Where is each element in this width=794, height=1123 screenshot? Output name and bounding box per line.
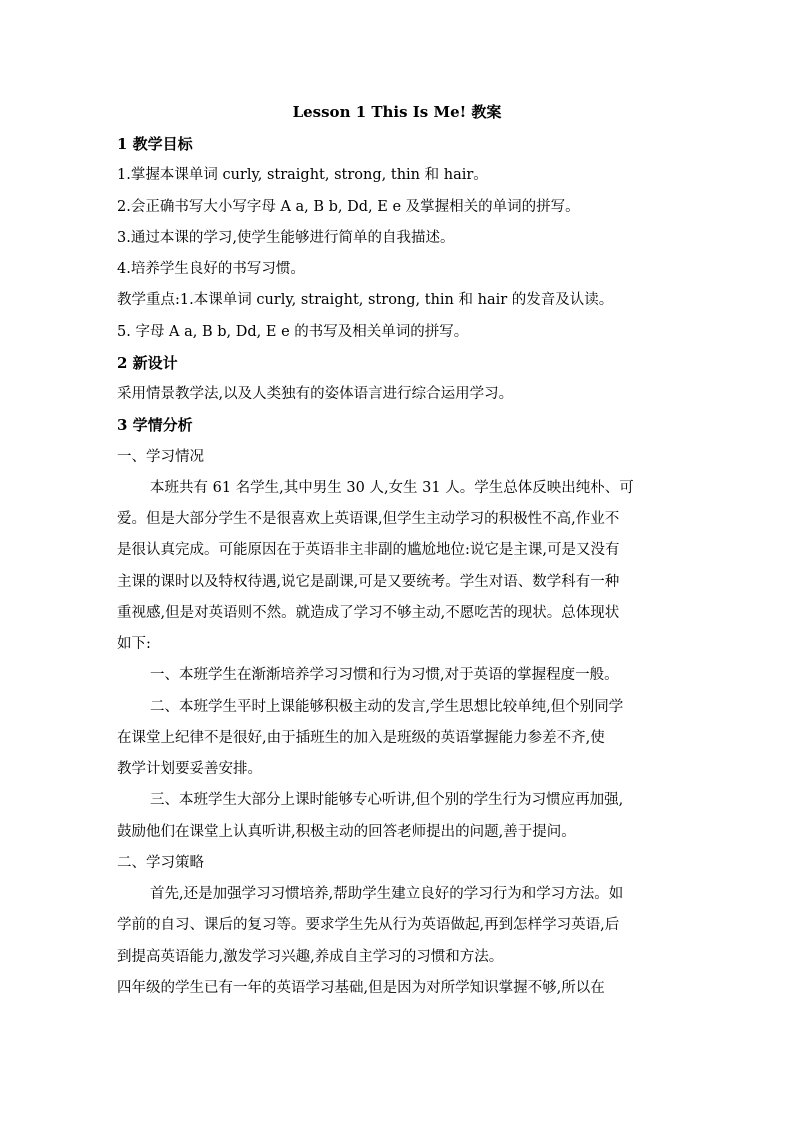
text-line: 三、本班学生大部分上课时能够专心听讲,但个别的学生行为习惯应再加强, [150,792,624,809]
text-line: 学前的自习、课后的复习等。要求学生先从行为英语做起,再到怎样学习英语,后 [117,917,620,934]
text-line: 四年级的学生已有一年的英语学习基础,但是因为对所学知识掌握不够,所以在 [117,979,605,996]
text-line: 如下: [117,636,151,652]
text-line: 教学重点:1.本课单词 curly, straight, strong, thin 和 hair 的发音及认读。 [117,292,614,309]
text-line: 爱。但是大部分学生不是很喜欢上英语课,但学生主动学习的积极性不高,作业不 [117,511,620,527]
text-line: 1.掌握本课单词 curly, straight, strong, thin 和 hair。 [117,167,488,184]
text-line: 首先,还是加强学习习惯培养,帮助学生建立良好的学习行为和学习方法。如 [150,886,624,902]
text-line: 二、本班学生平时上课能够积极主动的发言,学生思想比较单纯,但个别同学 [150,698,624,715]
text-line: 主课的课时以及特权待遇,说它是副课,可是又要统考。学生对语、数学科有一种 [117,573,620,590]
text-line: 到提高英语能力,激发学习兴趣,养成自主学习的习惯和方法。 [117,948,504,965]
text-line: 二、学习策略 [117,854,204,871]
text-line: 教学计划要妥善安排。 [117,761,262,777]
text-line: 3.通过本课的学习,使学生能够进行简单的自我描述。 [117,229,455,246]
text-line: 重视感,但是对英语则不然。就造成了学习不够主动,不愿吃苦的现状。总体现状 [117,604,620,621]
text-line: 在课堂上纪律不是很好,由于插班生的加入是班级的英语掌握能力参差不齐,使 [117,729,605,746]
text-line: 5. 字母 A a, B b, Dd, E e 的书写及相关单词的拼写。 [117,323,469,340]
text-line: 采用情景教学法,以及人类独有的姿体语言进行综合运用学习。 [117,386,514,402]
section-heading: 2 新设计 [117,353,178,372]
text-line: 本班共有 61 名学生,其中男生 30 人,女生 31 人。学生总体反映出纯朴、可 [150,479,634,496]
text-line: 一、学习情况 [117,448,204,465]
text-line: 2.会正确书写大小写字母 A a, B b, Dd, E e 及掌握相关的单词的拼写。 [117,198,580,215]
section-heading: 1 教学目标 [117,135,193,153]
text-line: 一、本班学生在渐渐培养学习习惯和行为习惯,对于英语的掌握程度一般。 [150,667,619,684]
text-line: 鼓励他们在课堂上认真听讲,积极主动的回答老师提出的问题,善于提问。 [117,823,576,840]
text-line: 是很认真完成。可能原因在于英语非主非副的尴尬地位:说它是主课,可是又没有 [117,542,620,559]
section-heading: 3 学情分析 [117,416,193,435]
text-line: 4.培养学生良好的书写习惯。 [117,261,305,277]
document-title: Lesson 1 This Is Me! 教案 [292,103,502,121]
